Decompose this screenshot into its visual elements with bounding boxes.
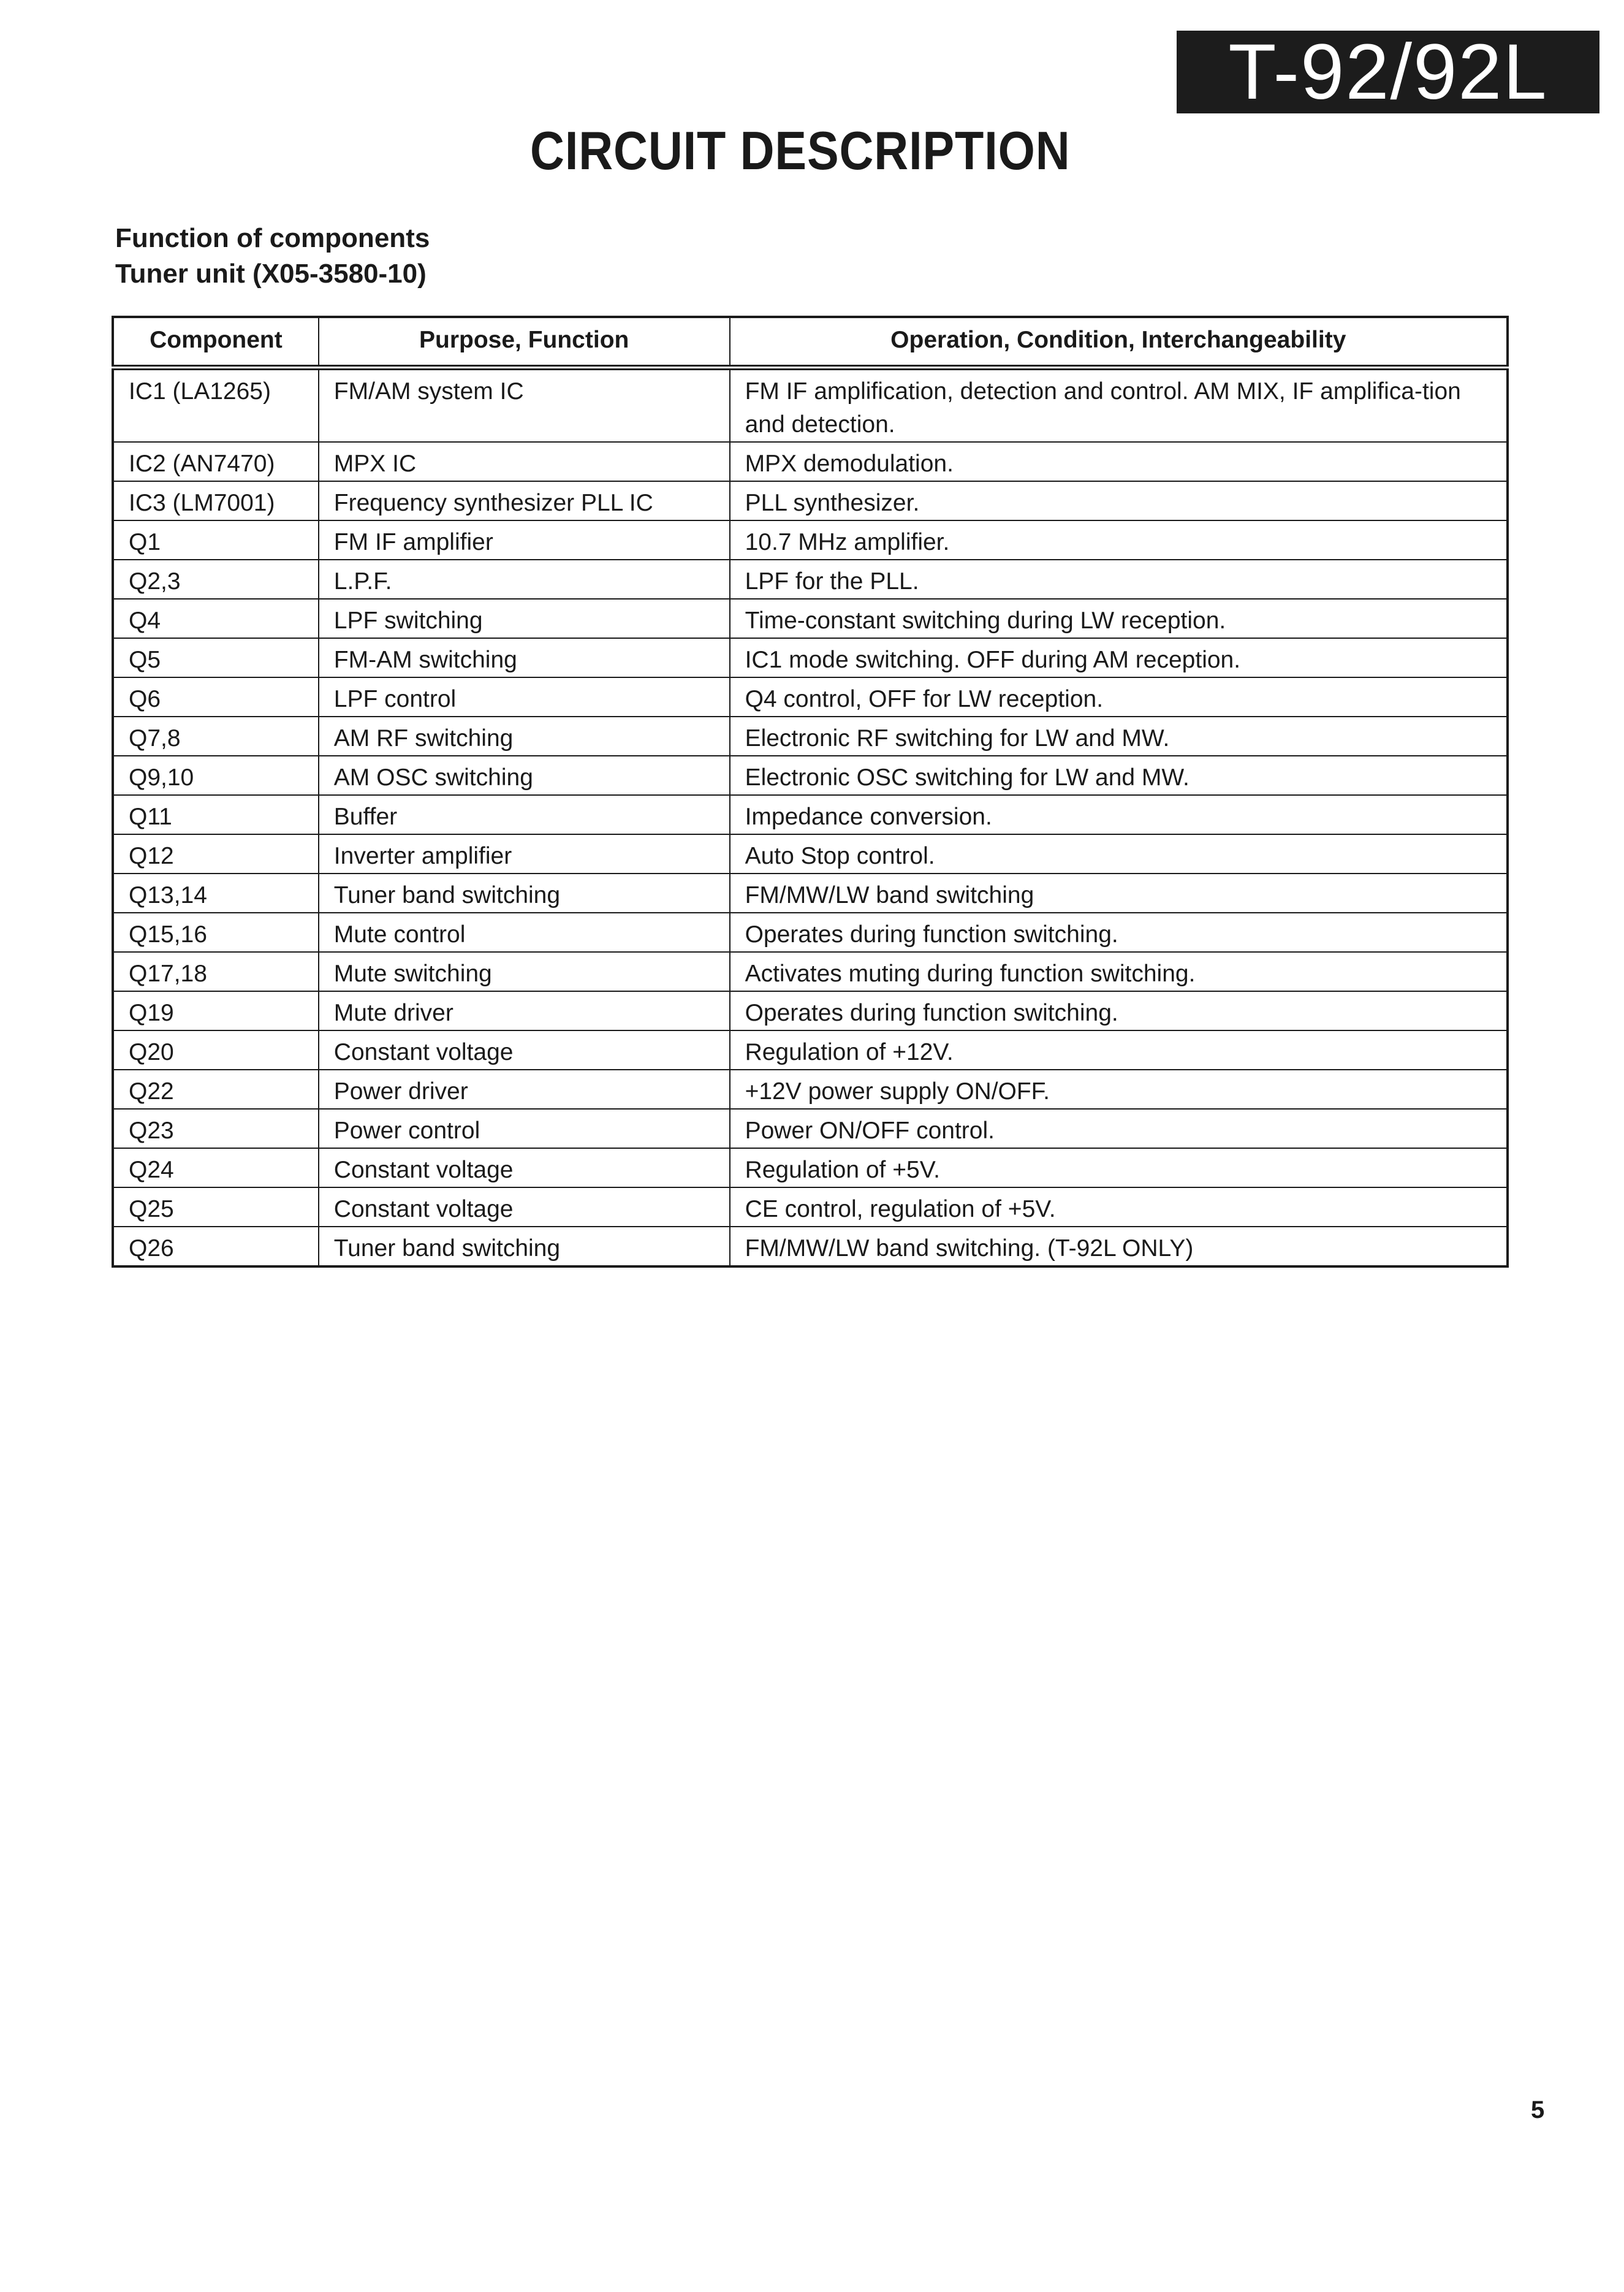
cell-component: IC3 (LM7001) (113, 481, 319, 520)
table-body (113, 367, 1508, 1266)
table-row (113, 1109, 1508, 1148)
table-row (113, 991, 1508, 1030)
cell-purpose: Constant voltage (319, 1030, 730, 1070)
table-row (113, 952, 1508, 991)
table-row (113, 1227, 1508, 1266)
cell-component: Q11 (113, 795, 319, 834)
cell-component: Q4 (113, 599, 319, 638)
section-subtitle: Tuner unit (X05-3580-10) (115, 259, 427, 289)
page-number: 5 (1531, 2096, 1545, 2123)
cell-operation: Activates muting during function switching. (730, 952, 1508, 991)
cell-purpose: AM RF switching (319, 717, 730, 756)
cell-component: Q7,8 (113, 717, 319, 756)
cell-purpose: L.P.F. (319, 560, 730, 599)
cell-purpose: Tuner band switching (319, 874, 730, 913)
components-table (112, 316, 1509, 1268)
table-row (113, 756, 1508, 795)
table-row (113, 638, 1508, 677)
cell-component: Q25 (113, 1187, 319, 1227)
cell-component: Q24 (113, 1148, 319, 1187)
cell-component: Q6 (113, 677, 319, 717)
cell-operation: Q4 control, OFF for LW reception. (730, 677, 1508, 717)
cell-component: Q19 (113, 991, 319, 1030)
cell-operation: Regulation of +5V. (730, 1148, 1508, 1187)
cell-component: Q12 (113, 834, 319, 874)
cell-component: Q20 (113, 1030, 319, 1070)
cell-purpose: Constant voltage (319, 1187, 730, 1227)
cell-operation: MPX demodulation. (730, 442, 1508, 481)
cell-component: IC1 (LA1265) (113, 367, 319, 442)
table-row (113, 560, 1508, 599)
cell-operation: FM/MW/LW band switching (730, 874, 1508, 913)
cell-operation: 10.7 MHz amplifier. (730, 520, 1508, 560)
cell-operation: FM/MW/LW band switching. (T-92L ONLY) (730, 1227, 1508, 1266)
cell-purpose: MPX IC (319, 442, 730, 481)
cell-purpose: Power control (319, 1109, 730, 1148)
cell-purpose: Power driver (319, 1070, 730, 1109)
table-row (113, 795, 1508, 834)
table-row (113, 677, 1508, 717)
cell-operation: +12V power supply ON/OFF. (730, 1070, 1508, 1109)
table-row (113, 834, 1508, 874)
cell-component: Q15,16 (113, 913, 319, 952)
table-row (113, 913, 1508, 952)
table-row (113, 367, 1508, 442)
cell-operation: Auto Stop control. (730, 834, 1508, 874)
table-row (113, 1187, 1508, 1227)
cell-component: Q5 (113, 638, 319, 677)
cell-purpose: Mute driver (319, 991, 730, 1030)
cell-purpose: LPF control (319, 677, 730, 717)
table-row (113, 481, 1508, 520)
cell-purpose: AM OSC switching (319, 756, 730, 795)
cell-component: Q9,10 (113, 756, 319, 795)
cell-purpose: FM IF amplifier (319, 520, 730, 560)
cell-component: IC2 (AN7470) (113, 442, 319, 481)
cell-purpose: Inverter amplifier (319, 834, 730, 874)
section-title: Function of components (115, 223, 430, 253)
cell-operation: LPF for the PLL. (730, 560, 1508, 599)
cell-component: Q26 (113, 1227, 319, 1266)
cell-operation: IC1 mode switching. OFF during AM reception. (730, 638, 1508, 677)
cell-purpose: Buffer (319, 795, 730, 834)
cell-operation: Power ON/OFF control. (730, 1109, 1508, 1148)
page-title: CIRCUIT DESCRIPTION (530, 120, 1071, 181)
column-header-purpose: Purpose, Function (319, 317, 730, 367)
table-row (113, 1070, 1508, 1109)
cell-operation: Impedance conversion. (730, 795, 1508, 834)
cell-operation: Operates during function switching. (730, 913, 1508, 952)
cell-operation: Time-constant switching during LW reception. (730, 599, 1508, 638)
cell-component: Q2,3 (113, 560, 319, 599)
table-row (113, 1030, 1508, 1070)
cell-operation: FM IF amplification, detection and control. AM MIX, IF amplifica-tion and detection. (730, 367, 1508, 442)
cell-purpose: FM-AM switching (319, 638, 730, 677)
table-row (113, 442, 1508, 481)
table-row (113, 520, 1508, 560)
model-badge: T-92/92L (1177, 31, 1599, 113)
cell-operation: Electronic OSC switching for LW and MW. (730, 756, 1508, 795)
cell-component: Q1 (113, 520, 319, 560)
column-header-component: Component (113, 317, 319, 367)
table-row (113, 599, 1508, 638)
cell-operation: Regulation of +12V. (730, 1030, 1508, 1070)
cell-purpose: Mute switching (319, 952, 730, 991)
cell-purpose: FM/AM system IC (319, 367, 730, 442)
cell-component: Q22 (113, 1070, 319, 1109)
cell-component: Q23 (113, 1109, 319, 1148)
cell-component: Q17,18 (113, 952, 319, 991)
cell-purpose: Constant voltage (319, 1148, 730, 1187)
table-row (113, 717, 1508, 756)
cell-purpose: Frequency synthesizer PLL IC (319, 481, 730, 520)
cell-operation: PLL synthesizer. (730, 481, 1508, 520)
cell-purpose: LPF switching (319, 599, 730, 638)
table-header-row (113, 317, 1508, 367)
column-header-operation: Operation, Condition, Interchangeability (730, 317, 1508, 367)
table-row (113, 1148, 1508, 1187)
cell-purpose: Mute control (319, 913, 730, 952)
table-row (113, 874, 1508, 913)
cell-operation: CE control, regulation of +5V. (730, 1187, 1508, 1227)
cell-purpose: Tuner band switching (319, 1227, 730, 1266)
cell-operation: Operates during function switching. (730, 991, 1508, 1030)
cell-component: Q13,14 (113, 874, 319, 913)
cell-operation: Electronic RF switching for LW and MW. (730, 717, 1508, 756)
section-heading (115, 221, 430, 292)
